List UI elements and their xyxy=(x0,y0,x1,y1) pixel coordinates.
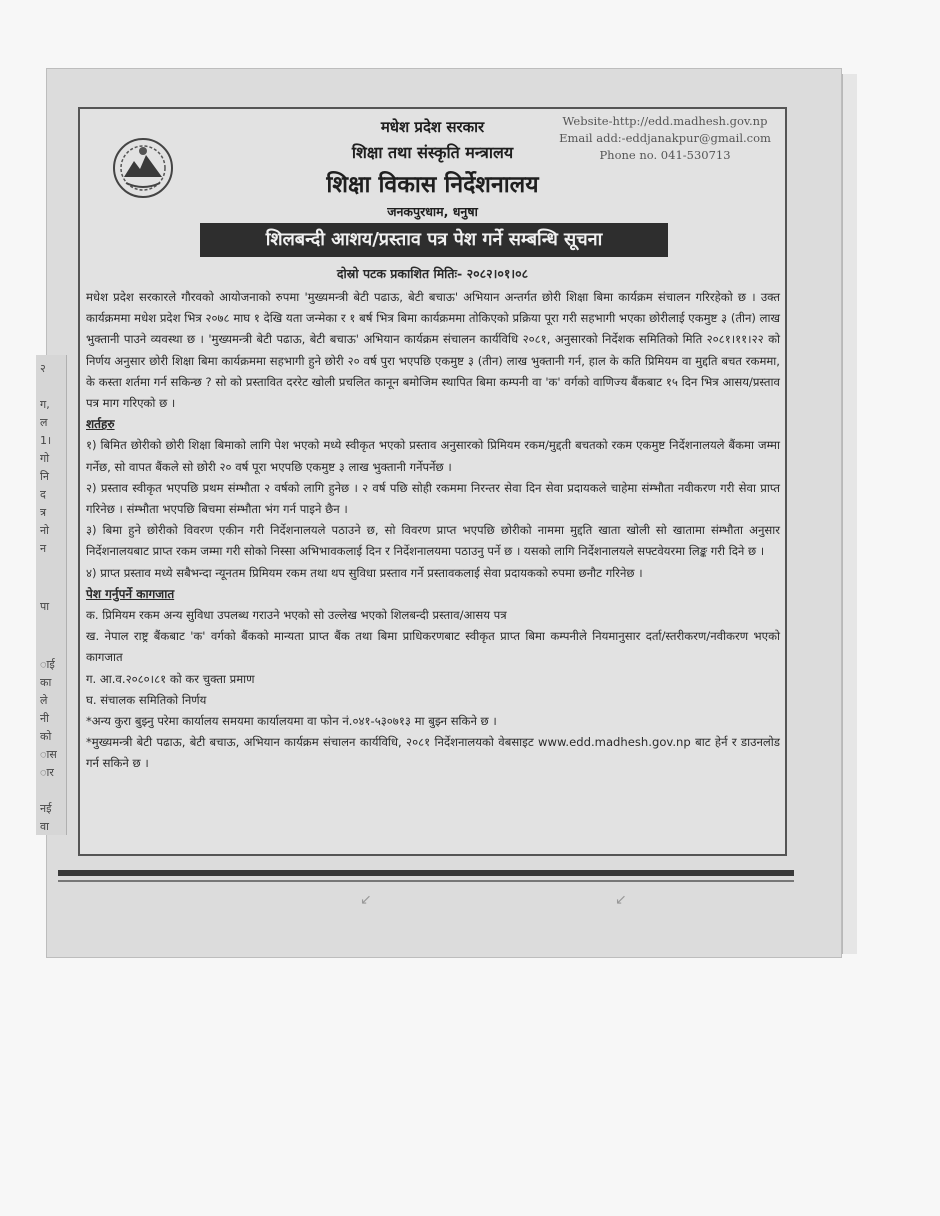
directorate-name: शिक्षा विकास निर्देशनालय xyxy=(326,172,539,198)
phone-text: Phone no. 041-530713 xyxy=(599,148,731,162)
page-rule-thin xyxy=(58,880,794,882)
fragment-text: पा xyxy=(40,600,50,613)
fragment-text: २ xyxy=(40,362,46,375)
notice-title-banner: शिलबन्दी आशय/प्रस्ताव पत्र पेश गर्ने सम्बन्धि सूचना xyxy=(200,223,668,257)
fragment-text: नि xyxy=(40,470,49,483)
notice-body xyxy=(86,287,780,775)
adjacent-column-fragment xyxy=(36,355,67,835)
fragment-text: का xyxy=(40,676,52,689)
page-rule-thick xyxy=(58,870,794,876)
conditions-heading: शर्तहरु xyxy=(86,417,115,432)
website-text: Website-http://edd.madhesh.gov.np xyxy=(562,114,768,128)
email-text: Email add:-eddjanakpur@gmail.com xyxy=(559,131,771,145)
condition-item: ३) बिमा हुने छोरीको विवरण एकीन गरी निर्देशनालयले पठाउने छ, सो विवरण प्राप्त भएपछि छोरीको नाममा मुद्दति खाता खोली सो खातामा संम्भौता अनुसार निर्देशनालयबाट प्राप्त रकम जम्मा गरी सोको निस्सा अभिभावकलाई दिन र निर्देशनालयमा पठाउनु पर्ने छ । यसको लागि निर्देशनालयले सफ्टवेयरमा लिङ्क गरी दिने छ । xyxy=(86,523,780,559)
office-location: जनकपुरधाम, धनुषा xyxy=(387,204,478,219)
fragment-text: ास xyxy=(40,748,57,761)
condition-item: १) बिमित छोरीको छोरी शिक्षा बिमाको लागि पेश भएको मध्ये स्वीकृत भएको प्रस्ताव अनुसारको प्रिमियम रकम/मुद्दती बचतको रकम एकमुष्ट निर्देशनालयले बैंकमा जम्मा गर्नेछ, सो वापत बैंकले सो छोरी २० वर्ष पूरा भएपछि एकमुष्ट ३ लाख भुक्तानी गर्नेपर्नेछ । xyxy=(86,438,780,474)
fragment-text: त्र xyxy=(40,506,47,519)
fragment-text: ल xyxy=(40,416,48,429)
documents-heading: पेश गर्नुपर्ने कागजात xyxy=(86,586,175,601)
print-mark: ↙ xyxy=(360,892,372,908)
document-item: क. प्रिमियम रकम अन्य सुविधा उपलब्ध गराउने भएको सो उल्लेख भएको शिलबन्दी प्रस्ताव/आसय पत्र xyxy=(86,608,507,623)
government-name: मधेश प्रदेश सरकार xyxy=(380,118,485,136)
fragment-text: ग, xyxy=(40,398,50,411)
intro-paragraph: मधेश प्रदेश सरकारले गौरवको आयोजनाको रुपमा 'मुख्यमन्त्री बेटी पढाऊ, बेटी बचाऊ' अभियान अन्तर्गत छोरी शिक्षा बिमा कार्यक्रम संचालन गरिरहेको छ । उक्त कार्यक्रममा मधेश प्रदेश भित्र २०७८ माघ १ देखि यता जन्मेका र १ बर्ष भित्र बिमा कार्यक्रममा तोकिएको प्रक्रिया पूरा गरी सहभागी भएका छोरीलाई एकमुष्ट ३ (तीन) लाख भुक्तानी पाउने व्यवस्था छ । 'मुख्यमन्त्री बेटी पढाऊ, बेटी बचाऊ' अभियान कार्यक्रम संचालन कार्यविधि २०८१, अनुसारको निर्देशक समितिको मिति २०८१।११।२२ को निर्णय अनुसार छोरी शिक्षा बिमा कार्यक्रममा सहभागी हुने छोरी २० वर्ष पुरा भएपछि एकमुष्ट ३ (तीन) लाख भुक्तानी गर्न, हाल के कति प्रिमियम वा मुद्दति बचत रकममा, के कस्ता शर्तमा गर्न सकिन्छ ? सो को प्रस्तावित दररेट खोली प्रचलित कानून बमोजिम स्थापित बिमा कम्पनी वा 'क' वर्गको वाणिज्य बैंकबाट १५ दिन भित्र आसय/प्रस्ताव पत्र माग गरिएको छ । xyxy=(86,290,780,411)
fragment-text: ले xyxy=(40,694,48,707)
paper-fold-edge xyxy=(842,74,857,954)
note-item: *अन्य कुरा बुझ्नु परेमा कार्यालय समयमा कार्यालयमा वा फोन नं.०४१-५३०७१३ मा बुझ्न सकिने छ । xyxy=(86,714,497,729)
fragment-text: गो xyxy=(40,452,50,465)
document-item: घ. संचालक समितिको निर्णय xyxy=(86,692,207,707)
contact-info xyxy=(555,113,775,164)
fragment-text: 1। xyxy=(40,434,52,447)
publication-date: दोस्रो पटक प्रकाशित मितिः- २०८२।०१।०८ xyxy=(336,266,529,281)
print-mark: ↙ xyxy=(615,892,627,908)
document-item: ख. नेपाल राष्ट्र बैंकबाट 'क' वर्गको बैंकको मान्यता प्राप्त बैंक तथा बिमा प्राधिकरणबाट स्वीकृत प्राप्त बिमा कम्पनीले नियमानुसार दर्ता/स्तरीकरण/नवीकरण भएको कागजात xyxy=(86,629,780,665)
fragment-text: ाई xyxy=(40,658,55,671)
ministry-name: शिक्षा तथा संस्कृति मन्त्रालय xyxy=(351,143,514,162)
condition-item: ४) प्राप्त प्रस्ताव मध्ये सबैभन्दा न्यूनतम प्रिमियम रकम तथा थप सुविधा प्रस्ताव गर्ने प्रस्तावकलाई सेवा प्रदायकको रुपमा छनौट गरिनेछ । xyxy=(86,565,643,580)
government-notice xyxy=(78,107,787,856)
fragment-text: वा xyxy=(40,820,49,833)
fragment-text: नई xyxy=(40,802,52,815)
fragment-text: नी xyxy=(40,712,49,725)
fragment-text: को xyxy=(40,730,52,743)
fragment-text: न xyxy=(40,542,47,555)
fragment-text: नो xyxy=(40,524,49,537)
fragment-text: ार xyxy=(40,766,54,779)
fragment-text: द xyxy=(40,488,46,501)
document-item: ग. आ.व.२०८०।८१ को कर चुक्ता प्रमाण xyxy=(86,671,255,686)
note-item: *मुख्यमन्त्री बेटी पढाऊ, बेटी बचाऊ, अभियान कार्यक्रम संचालन कार्यविधि, २०८१ निर्देशनालयको वेबसाइट www.edd.madhesh.gov.np बाट हेर्न र डाउनलोड गर्न सकिने छ । xyxy=(86,735,780,771)
condition-item: २) प्रस्ताव स्वीकृत भएपछि प्रथम संम्भौता २ वर्षको लागि हुनेछ । २ वर्ष पछि सोही रकममा निरन्तर सेवा दिन सेवा प्रदायकले चाहेमा संम्भौता नवीकरण गरी सेवा प्राप्त गरिनेछ । संम्भौता भएपछि बिचमा संम्भौता भंग गर्न पाइने छैन । xyxy=(86,480,780,517)
